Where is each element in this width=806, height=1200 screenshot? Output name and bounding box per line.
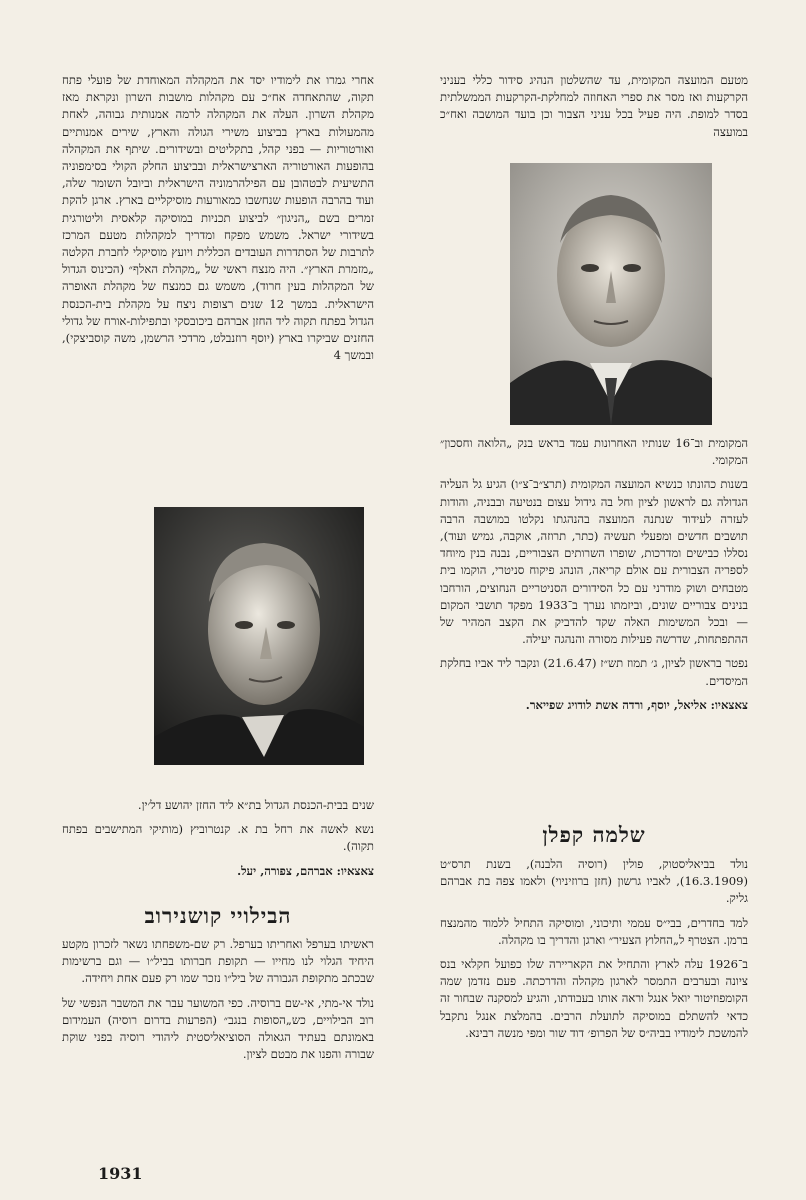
descendants-line: צאצאיו: אברהם, צפורה, יעל. <box>237 863 374 878</box>
paragraph: שנים בבית-הכנסת הגדול בת״א ליד החזן יהושע דל׳ין. <box>137 798 374 812</box>
section-heading-bilui-kushnirov: הבילויי קושנירוב <box>144 903 292 928</box>
paragraph: מטעם המועצה המקומית, עד שהשלטון הנהיג סידור כללי בעניני הקרקעות ואז מסר את ספרי האחוזה למחלקת-הקרקעות הממשלתית בסדר למופת. היה פעיל בכל עניני הצבור וכן בועד המושבה ואח״כ במועצה <box>440 73 748 139</box>
paragraph: בשנות כהונתו כנשיא המועצה המקומית (תרצ״ב־צ״ו) הגיע גל העליה הגדולה גם לראשון לציון וחל בה גידול עצום בנטיעה ובבניה, והודות לעזרה לעידוד שנתנה המועצה בהנהגתו נקלטו במושבה הרבה תושבים חדשים ומפעלי תעשיה (כתר, תרוזה, אוקבה, גמיש ועוד), נסללו כבישים ומדרכות, שופרו השרותים הצבוריים, נבנה בנין מיוחד לספריה הצבורית עם אולם קריאה, הונהג פיקוח סניטרי, הוקמו בית מטבחים ושוק מודרני עם כל הסידורים הסניטריים הנחוצים, הורחבו בנינים צבוריים שונים, וביזמתו נערך ב־1933 מפקד תושבי המקום — ובכל המשימות האלה שקד להדביק את הקצב המהיר של ההתפתחות, שדרשה פעילות מסורה והנהגה יעילה. <box>440 477 748 647</box>
paragraph: אחרי גמרו את לימודיו יסד את המקהלה המאוחדת של פועלי פתח תקוה, שהתאחדה אח״כ עם מקהלות מושבות השרון ונקראת מאז מקהלת השרון. העלה את המקהלה לרמה אמנותית גבוהה, לאחת מהמעולות בארץ בביצוע משירי הגולה והארץ, שירים אמנותיים ואורטוריות — בפני קהל, בתקליטים ובשידורים. שיתף את המקהלה בהופעות האורטוריה הארצישראלית ובביצוע החלק הקולי בסימפוניה התשיעית לבטהובן עם הפילהרמוניה הישראלית וביובל השומר שלה, ועוד בהרבה הופעות שנחשבו כמאורעות מוסיקליים בארץ. ארגן להקת זמרים בשם „הניגון״ לביצוע תכניות במוסיקה קלאסית וליטורגית בשידורי ישראל. משמש מפקח ומדריך למקהלות מטעם המרכז לתרבות של הסתדרות העובדים הכללית ויועץ מוסיקלי לחברת הקלטה „מזמרת הארץ״. היה מנצח ראשי של „מקהלת האלף״ (הכינוס הגדול של המקהלות בעין חרוד), משמש גם כמנצח של מקהלת האופרה הישראלית. במשך 12 שנים רצופות ניצח על מקהלת בית-הכנסת הגדול בפתח תקוה ליד החזן אברהם ביכובסקי ובתפילות-אורח של גדולי החזנים שביקרו בארץ (יוסף רוזנבלט, מרדכי הרשמן, משה קוסביצקי), ובמשך 4 <box>62 73 374 363</box>
right-column-main <box>440 435 748 721</box>
left-column-top <box>62 72 374 371</box>
portrait-photo-right <box>510 163 712 425</box>
page-number: 1931 <box>98 1164 143 1183</box>
left-column-bottom <box>62 797 374 887</box>
paragraph: נשא לאשה את רחל בת א. קנטרוביץ (מותיקי המתישבים בפתח תקוה). <box>62 822 374 854</box>
paragraph: למד בחדרים, בבי״ס עממי ותיכוני, ומוסיקה התחיל ללמוד מהמנצח ברמן. הצטרף ל„החלוץ הצעיר״ וארגן והדריך בו מקהלה. <box>440 915 748 947</box>
paragraph: ב־1926 עלה לארץ והתחיל את הקאריירה שלו כפועל חקלאי בנס ציונה ובערבים התמסר לארגון מקהלה והדרכתה. פעם נזדמן שמה הקומפוזיטור יואל אנגל וראה אותו בעבודתו, והגיע למסקנה שבחור זה כדאי להשתלם במוסיקה לתועלת הרבים. בהמלצת אנגל נתקבל להמשכת לימודיו בביה״ס של הפרופ׳ דוד שור ומפי מנשה רבינא. <box>440 957 748 1040</box>
left-column-final <box>62 936 374 1070</box>
paragraph: נולד בביאליסטוק, פולין (רוסיה הלבנה), בשנת תרס״ט (16.3.1909), לאביו גרשון (חזן ברוזיניוי) ולאמו צפה בת אברהם גליק. <box>440 857 748 906</box>
right-column-top <box>440 72 748 148</box>
right-column-bottom <box>440 856 748 1049</box>
portrait-photo-left <box>154 507 364 765</box>
paragraph: נולד אי-מתי, אי-שם ברוסיה. כפי המשוער עבר את המשבר הנפשי של רוב הבילויים, כש„הסופות בנגב״ (הפרעות בדרום רוסיה) העמידום באמונתם בעתיד הגאולה הסוציאליסטית ליהודי רוסיה בפני שוקת שבורה והפנו את מבטם לציון. <box>62 995 374 1062</box>
descendants-line: צאצאיו: אליאל, יוסף, ורדה אשת לודויג שפייאר. <box>525 697 748 712</box>
paragraph: נפטר בראשון לציון, ג׳ תמוז תש״ז (21.6.47) ונקבר ליד אביו בחלקת המיסדים. <box>440 656 748 688</box>
section-heading-shlomo-kaplan: שלמה קפלן <box>542 822 646 847</box>
paragraph: המקומית וב־16 שנותיו האחרונות עמד בראש בנק „הלואה וחסכון״ המקומי. <box>440 436 749 468</box>
paragraph: ראשיתו בערפל ואחריתו בערפל. רק שם-משפחתו נשאר לזכרון מקטע היחיד הגלוי לנו מחייו — תקופת חברותו בביל״ו — וגם ברשימות שבכתב מתקופת הגבורה של ביל״ו נזכר שמו רק פעם אחת ויחידה. <box>62 937 374 986</box>
